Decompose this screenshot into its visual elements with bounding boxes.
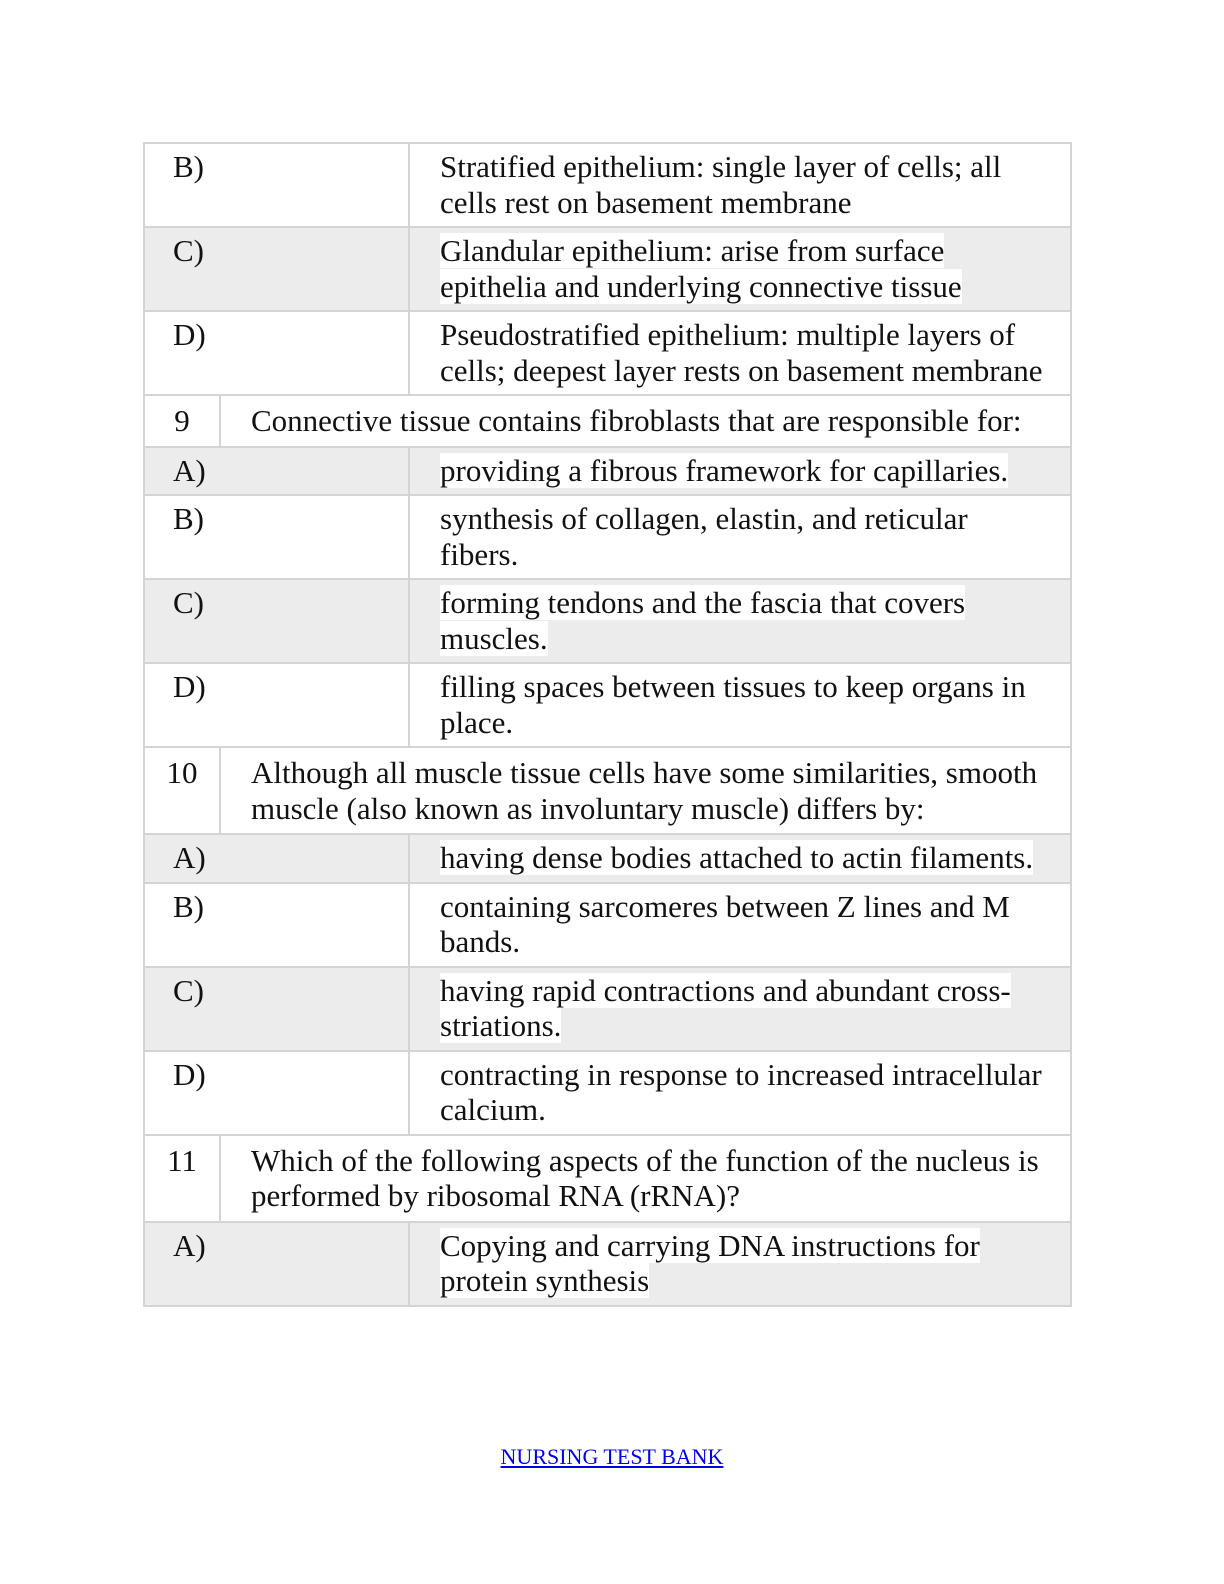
answer-option-row	[144, 967, 1071, 1051]
question-row	[144, 1135, 1071, 1222]
option-label: D)	[144, 663, 409, 747]
option-cell	[409, 883, 1071, 967]
option-text: Stratified epithelium: single layer of cells; all cells rest on basement membrane	[440, 149, 1002, 220]
option-cell	[409, 1222, 1071, 1306]
footer	[0, 1444, 1224, 1470]
answer-option-row	[144, 143, 1071, 227]
answer-option-row	[144, 447, 1071, 496]
question-number: 9	[144, 395, 220, 447]
option-cell	[409, 227, 1071, 311]
answer-option-row	[144, 495, 1071, 579]
question-table-body	[144, 143, 1071, 1306]
option-label: C)	[144, 967, 409, 1051]
option-text: Pseudostratified epithelium: multiple layers of cells; deepest layer rests on basement membrane	[440, 317, 1043, 388]
option-text: containing sarcomeres between Z lines and M bands.	[440, 888, 1010, 959]
option-text: providing a fibrous framework for capillaries.	[440, 452, 1009, 488]
option-cell	[409, 834, 1071, 883]
answer-option-row	[144, 883, 1071, 967]
question-text: Which of the following aspects of the function of the nucleus is performed by ribosomal RNA (rRNA)?	[220, 1135, 1071, 1222]
option-text: having rapid contractions and abundant cross-striations.	[440, 972, 1011, 1043]
question-table	[143, 142, 1072, 1307]
answer-option-row	[144, 1222, 1071, 1306]
option-text: filling spaces between tissues to keep organs in place.	[440, 669, 1026, 740]
option-label: A)	[144, 834, 409, 883]
option-text: synthesis of collagen, elastin, and reticular fibers.	[440, 501, 968, 572]
option-label: B)	[144, 495, 409, 579]
answer-option-row	[144, 663, 1071, 747]
option-cell	[409, 495, 1071, 579]
question-table-container	[143, 142, 1070, 1307]
option-cell	[409, 311, 1071, 395]
option-cell	[409, 143, 1071, 227]
option-label: B)	[144, 143, 409, 227]
option-text: contracting in response to increased intracellular calcium.	[440, 1056, 1042, 1127]
option-cell	[409, 447, 1071, 496]
question-number: 11	[144, 1135, 220, 1222]
option-text: having dense bodies attached to actin filaments.	[440, 840, 1034, 875]
option-cell	[409, 967, 1071, 1051]
nursing-test-bank-link[interactable]: NURSING TEST BANK	[500, 1444, 724, 1469]
option-label: D)	[144, 311, 409, 395]
question-text: Although all muscle tissue cells have some similarities, smooth muscle (also known as involuntary muscle) differs by:	[220, 747, 1071, 834]
question-number: 10	[144, 747, 220, 834]
option-label: B)	[144, 883, 409, 967]
option-label: C)	[144, 579, 409, 663]
option-label: D)	[144, 1051, 409, 1135]
question-text: Connective tissue contains fibroblasts that are responsible for:	[220, 395, 1071, 447]
question-row	[144, 395, 1071, 447]
option-label: C)	[144, 227, 409, 311]
option-cell	[409, 579, 1071, 663]
option-cell	[409, 663, 1071, 747]
option-text: forming tendons and the fascia that covers muscles.	[440, 585, 966, 656]
answer-option-row	[144, 311, 1071, 395]
option-text: Copying and carrying DNA instructions for protein synthesis	[440, 1227, 980, 1298]
option-text: Glandular epithelium: arise from surface epithelia and underlying connective tissue	[440, 233, 962, 304]
option-label: A)	[144, 447, 409, 496]
option-cell	[409, 1051, 1071, 1135]
answer-option-row	[144, 579, 1071, 663]
answer-option-row	[144, 834, 1071, 883]
answer-option-row	[144, 1051, 1071, 1135]
answer-option-row	[144, 227, 1071, 311]
question-row	[144, 747, 1071, 834]
option-label: A)	[144, 1222, 409, 1306]
